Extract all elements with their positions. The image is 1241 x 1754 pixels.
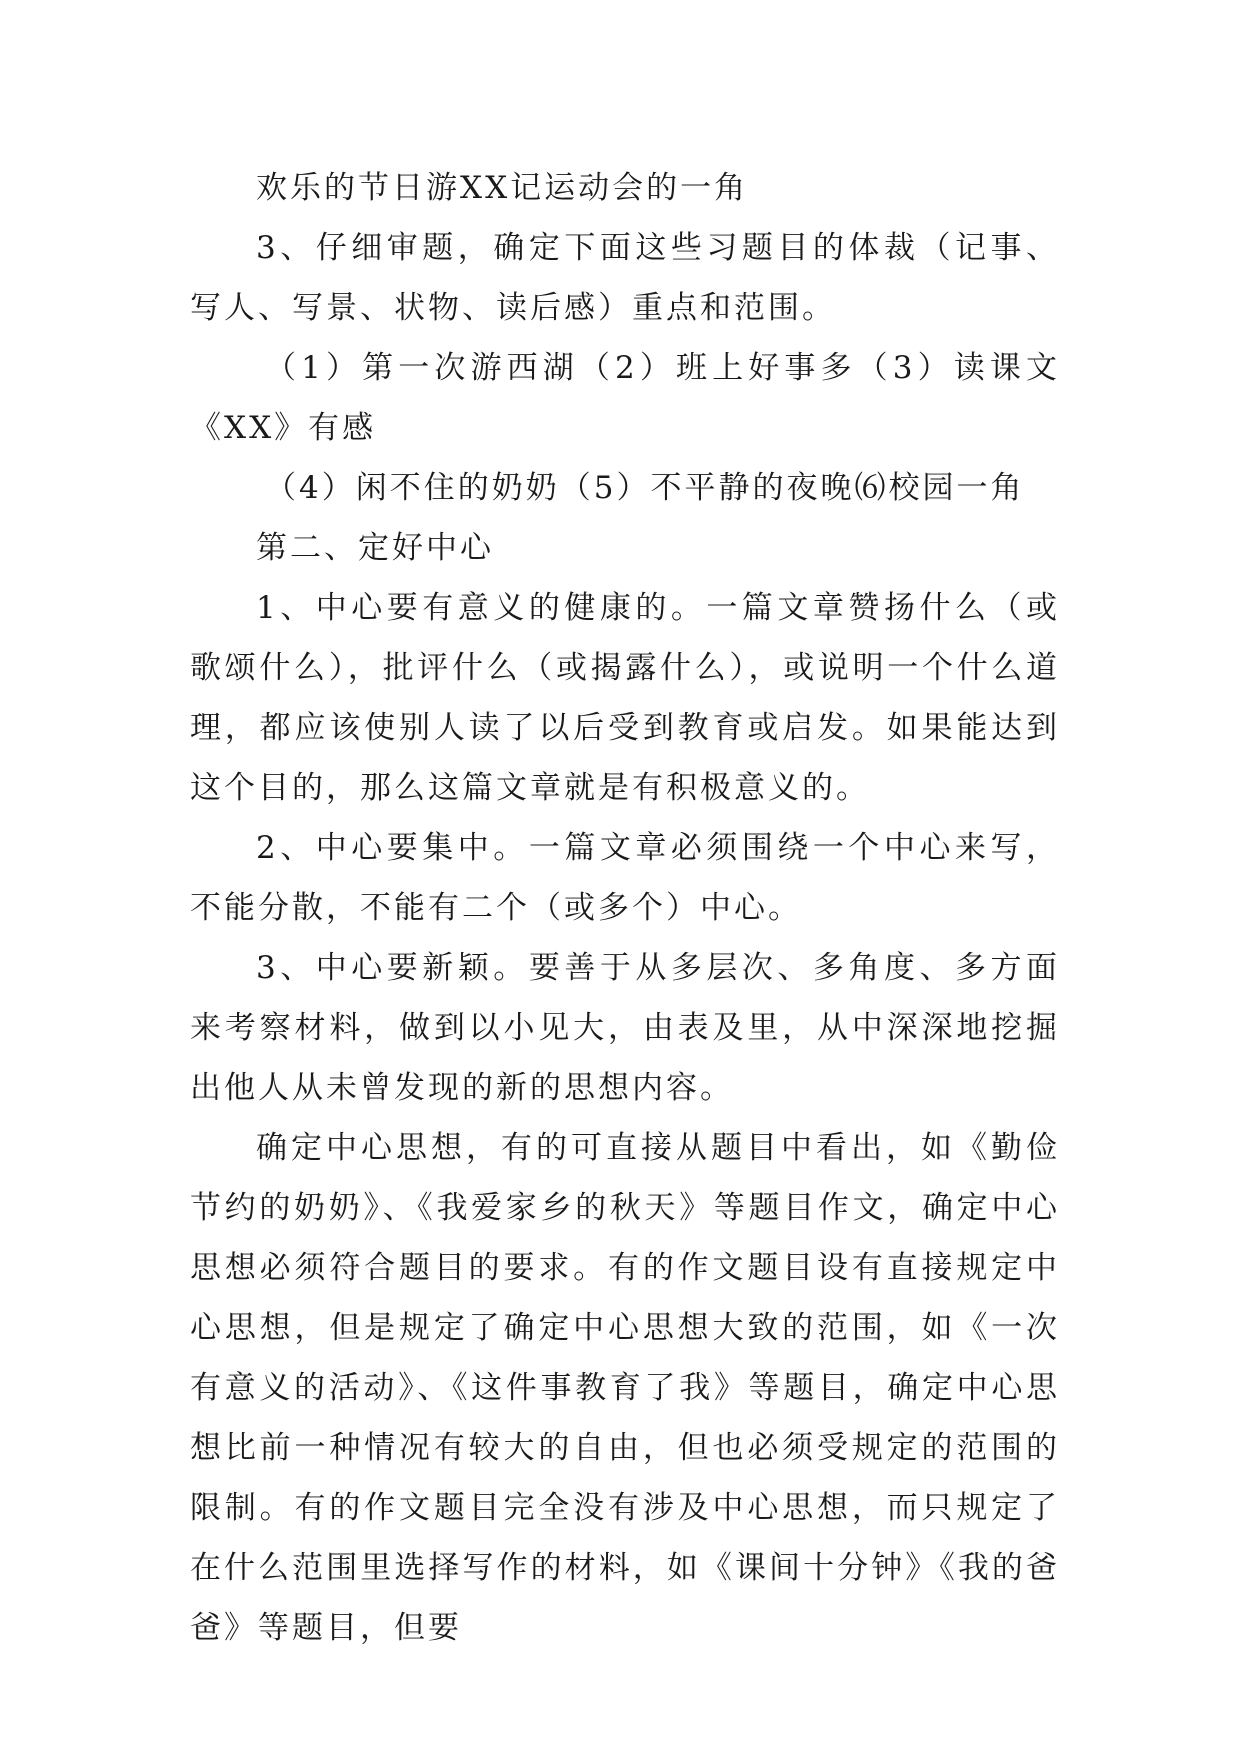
paragraph-titles-1-3: （1）第一次游西湖（2）班上好事多（3）读课文《XX》有感	[190, 350, 1060, 446]
paragraph-point-1: 1、中心要有意义的健康的。一篇文章赞扬什么（或歌颂什么），批评什么（或揭露什么），或说明一个什么道理，都应该使别人读了以后受到教育或启发。如果能达到这个目的，那么这篇文章就是有积极意义的。	[190, 590, 1060, 806]
document-page	[190, 158, 1060, 1658]
paragraph-point-3: 3、中心要新颖。要善于从多层次、多角度、多方面来考察材料，做到以小见大，由表及里，从中深深地挖掘出他人从未曾发现的新的思想内容。	[190, 950, 1060, 1106]
paragraph-topic-examples: 欢乐的节日游XX记运动会的一角	[256, 170, 749, 206]
section-heading-center: 第二、定好中心	[256, 530, 494, 566]
paragraph-center-thought: 确定中心思想，有的可直接从题目中看出，如《勤俭节约的奶奶》、《我爱家乡的秋天》等题目作文，确定中心思想必须符合题目的要求。有的作文题目设有直接规定中心思想，但是规定了确定中心思想大致的范围，如《一次有意义的活动》、《这件事教育了我》等题目，确定中心思想比前一种情况有较大的自由，但也必须受规定的范围的限制。有的作文题目完全没有涉及中心思想，而只规定了在什么范围里选择写作的材料，如《课间十分钟》《我的爸爸》等题目，但要	[190, 1130, 1060, 1646]
paragraph-point-2: 2、中心要集中。一篇文章必须围绕一个中心来写，不能分散，不能有二个（或多个）中心。	[190, 830, 1060, 926]
paragraph-titles-4-6: （4）闲不住的奶奶（5）不平静的夜晚⑹校园一角	[265, 470, 1025, 506]
paragraph-exercise-3: 3、仔细审题，确定下面这些习题目的体裁（记事、写人、写景、状物、读后感）重点和范围。	[190, 230, 1060, 326]
